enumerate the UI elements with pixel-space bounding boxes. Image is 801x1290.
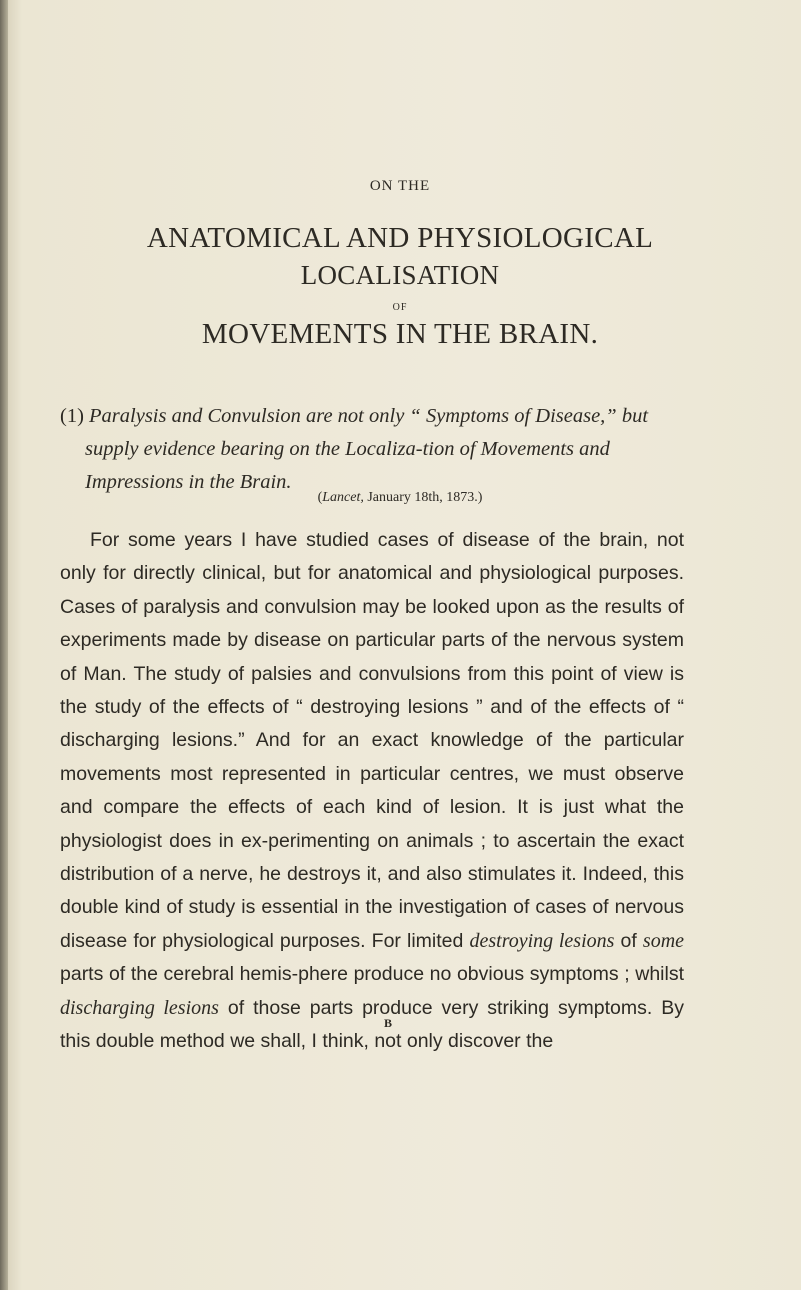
body-emphasis-2: some [642,929,685,952]
body-text-3: parts of the cerebral hemis-phere produce no obvious symptoms ; whilst [60,963,684,986]
section-heading [60,400,700,499]
citation-journal: Lancet, [322,490,364,505]
pre-title: ON THE [369,178,431,194]
body-text-1: For some years I have studied cases of disease of the brain, not only for directly clinical, but for anatomical and physiological purposes. Cases of paralysis and convulsion may be looked upon as the results of experiments made by disease on particular parts of the nervous system of Man. The study of palsies and convulsions from this point of view is the study of the effects of “ destroying lesions ” and of the effects of “ discharging lesions.” And for an exact knowledge of the particular movements most represented in particular centres, we must observe and compare the effects of each kind of lesion. It is just what the physiologist does in ex-perimenting on animals ; to ascertain the exact distribution of a nerve, he destroys it, and also stimulates it. Indeed, this double kind of study is essential in the investigation of cases of nervous disease for physiological purposes. For limited [60,529,684,952]
citation-date: January 18th, 1873.) [363,490,483,505]
signature-mark: B [384,1016,393,1030]
book-spine-edge [0,0,8,1290]
title-line-1: ANATOMICAL AND PHYSIOLOGICAL [146,222,654,254]
title-line-3: MOVEMENTS IN THE BRAIN. [201,318,599,350]
body-text-2: of [614,929,643,952]
section-heading-text: Paralysis and Convulsion are not only “ Symptoms of Disease,” but supply evidence bearing on the Localiza-tion of Movements and Impressions in the Brain. [85,405,649,493]
body-emphasis-1: destroying lesions [469,929,615,952]
title-of: OF [392,302,408,313]
body-paragraph [60,524,684,1059]
citation: (Lancet, January 18th, 1873.) [317,490,483,505]
title-line-2: LOCALISATION [300,260,500,290]
body-text-4: of those parts produce very striking symptoms. By this double method we shall, I think, not only discover the [60,996,684,1053]
section-number: (1) [60,405,84,427]
body-emphasis-3: discharging lesions [60,996,219,1019]
